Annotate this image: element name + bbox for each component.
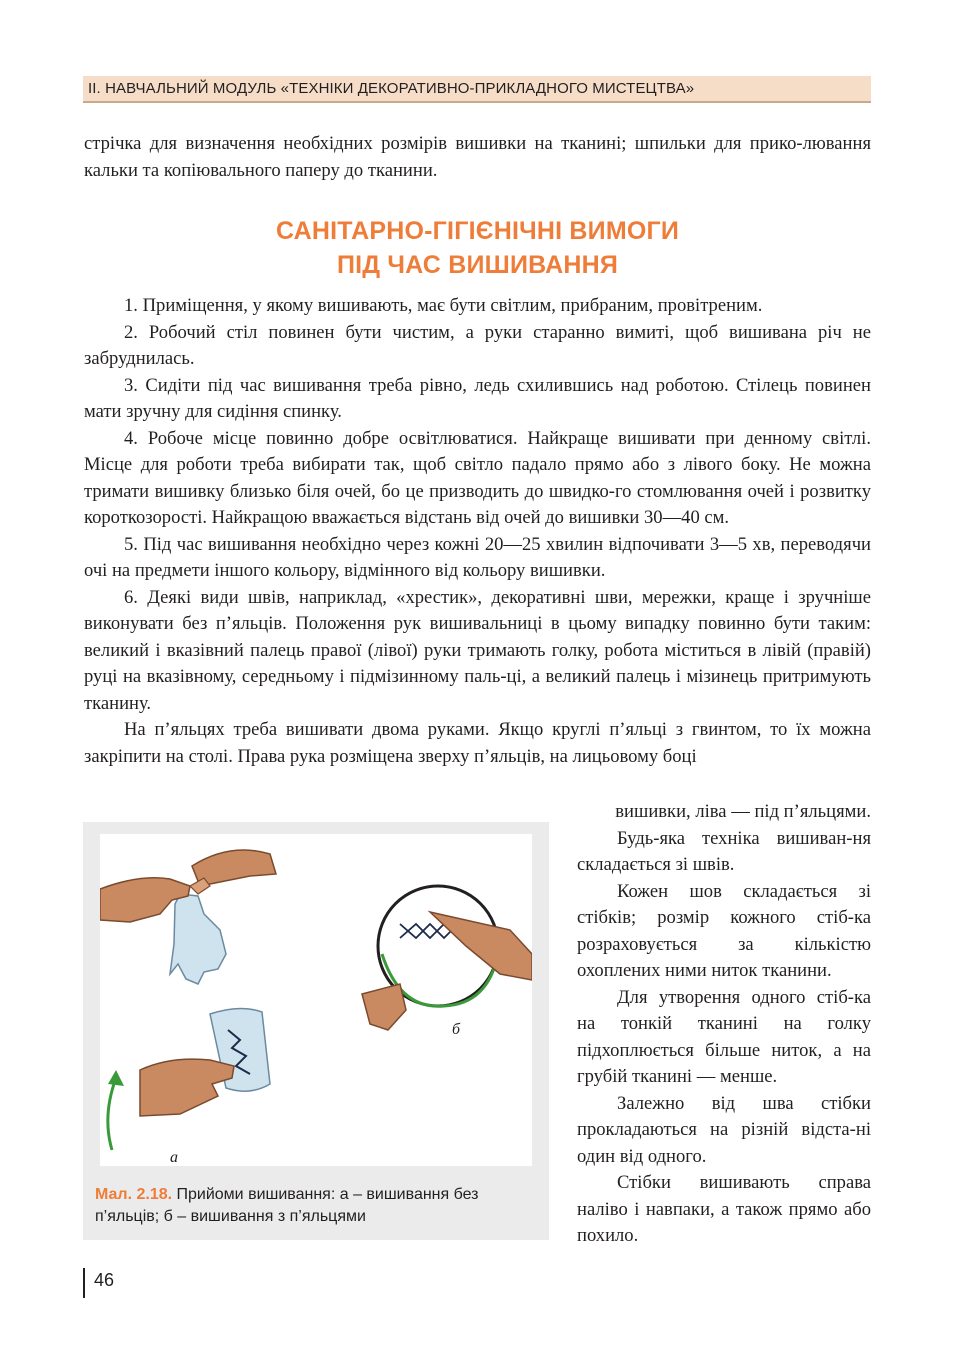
- rule-paragraph-3: 3. Сидіти під час вишивання треба рівно, ледь схилившись над роботою. Стілець повинен мати зручну для сидіння спинку.: [84, 374, 871, 422]
- label-b: б: [452, 1021, 461, 1038]
- intro-text: стрічка для визначення необхідних розмірів вишивки на тканині; шпильки для прико-лювання кальки та копіювального паперу до тканини.: [84, 133, 871, 181]
- right-column-text: [577, 799, 871, 1250]
- section-heading: [84, 214, 871, 282]
- right-column-paragraph-4: Залежно від шва стібки прокладаються на різній відста-ні один від одного.: [577, 1092, 871, 1167]
- rule-paragraph-5: 5. Під час вишивання необхідно через кожні 20—25 хвилин відпочивати 3—5 хв, переводячи очі на предмети іншого кольору, відмінного від кольору вишивки.: [84, 533, 871, 581]
- section-heading-line-1: САНІТАРНО-ГІГІЄНІЧНІ ВИМОГИ: [275, 217, 680, 245]
- right-column-paragraph-5: Стібки вишивають справа наліво і навпаки, а також прямо або похило.: [577, 1172, 871, 1246]
- rule-paragraph-6: 6. Деякі види швів, наприклад, «хрестик», декоративні шви, мережки, краще і зручніше виконувати без п’яльців. Положення рук вишивальниці в цьому випадку повинно бути таким: великий і вказівний палець правої (лівої) руки тримають голку, робота міститься в лівій (правій) руці на вказівному, середньому і підмізинному паль-ці, а великий палець і мізинець притримують тканину.: [84, 586, 871, 714]
- running-title: II. НАВЧАЛЬНИЙ МОДУЛЬ «ТЕХНІКИ ДЕКОРАТИВНО-ПРИКЛАДНОГО МИСТЕЦТВА»: [88, 80, 695, 97]
- hand-holding-band: [108, 1008, 270, 1150]
- right-column-continuation: вишивки, ліва — під п’яльцями.: [615, 801, 871, 822]
- embroidery-drawing: [100, 834, 532, 1166]
- rule-paragraph-4: 4. Робоче місце повинно добре освітлюватися. Найкраще вишивати при денному світлі. Місце для роботи треба вибирати так, щоб світло падало прямо або з лівого боку. Не можна тримати вишивку близько біля очей, бо це призводить до швидко-го стомлювання очей і розвитку короткозорості. Найкращою вважається відстань від очей до вишивки 30—40 см.: [84, 427, 871, 528]
- embroidery-illustration: [100, 834, 532, 1166]
- rule-paragraph-1: 1. Приміщення, у якому вишивають, має бути світлим, прибраним, провітреним.: [124, 295, 763, 316]
- right-column-paragraph-1: Будь-яка техніка вишиван-ня складається зі швів.: [577, 827, 871, 875]
- intro-paragraph: [84, 131, 871, 184]
- label-a: а: [170, 1149, 178, 1166]
- figure-caption-number: Мал. 2.18.: [95, 1186, 173, 1203]
- figure-2-18: [83, 822, 549, 1240]
- page-number: 46: [94, 1270, 115, 1290]
- hands-pinching-fabric: [100, 850, 276, 984]
- page-number-rule: [83, 1268, 85, 1298]
- rule-paragraph-2: 2. Робочий стіл повинен бути чистим, а руки старанно вимиті, щоб вишивана річ не забруднилась.: [84, 321, 871, 369]
- right-column-paragraph-2: Кожен шов складається зі стібків; розмір кожного стіб-ка розраховується за кількістю охоплених ними ниток тканини.: [577, 880, 871, 981]
- figure-caption: [95, 1184, 541, 1228]
- hygiene-rules: [84, 293, 871, 770]
- running-header: [83, 76, 871, 103]
- section-heading-line-2: ПІД ЧАС ВИШИВАННЯ: [336, 251, 619, 279]
- hoop-with-hands: [362, 886, 532, 1030]
- hoop-paragraph: На п’яльцях треба вишивати двома руками. Якщо круглі п’яльці з гвинтом, то їх можна закріпити на столі. Права рука розміщена зверху п’яльців, на лицьовому боці: [84, 719, 871, 767]
- figure-caption-text: Прийоми вишивання: а – вишивання без п’яльців; б – вишивання з п’яльцями: [95, 1186, 479, 1225]
- right-column-paragraph-3: Для утворення одного стіб-ка на тонкій тканині на голку підхоплюється більше ниток, а на грубій тканині — менше.: [577, 986, 871, 1087]
